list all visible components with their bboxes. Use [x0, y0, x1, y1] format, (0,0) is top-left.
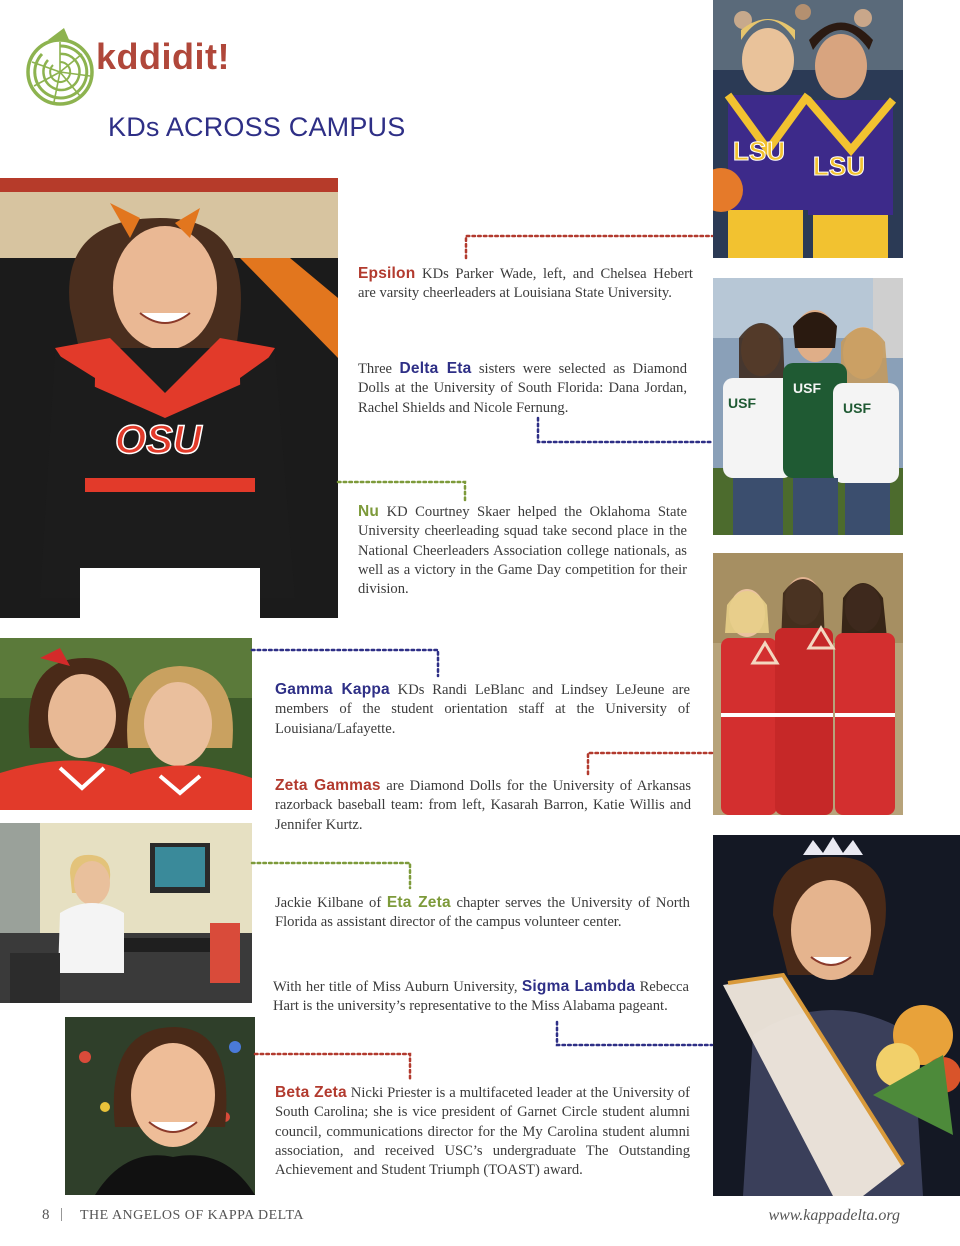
caption-text: Rebecca Hart is the university’s representative to the Miss Alabama pageant.	[273, 979, 689, 1015]
chapter-name-epsilon: Epsilon	[358, 265, 416, 282]
footer-separator: |	[60, 1206, 64, 1222]
svg-text:USF: USF	[843, 400, 871, 416]
caption-text: KDs Randi LeBlanc and Lindsey LeJeune are members of the student orientation staff at the University of Louisiana/Lafayette.	[275, 682, 690, 737]
caption-sigma-lambda	[273, 977, 689, 1017]
photo-usf-diamond-dolls	[713, 278, 903, 535]
svg-text:USF: USF	[728, 395, 756, 411]
chapter-name-delta-eta: Delta Eta	[399, 360, 472, 377]
publication-name: THE ANGELOS OF KAPPA DELTA	[80, 1208, 304, 1223]
caption-eta-zeta	[275, 893, 690, 933]
chapter-name-eta-zeta: Eta Zeta	[386, 894, 451, 911]
shell-icon	[24, 26, 96, 110]
page-number: 8	[42, 1207, 50, 1223]
page-title: KDs ACROSS CAMPUS	[108, 112, 406, 142]
caption-beta-zeta	[275, 1083, 690, 1180]
chapter-name-zeta-gammas: Zeta Gammas	[275, 777, 381, 794]
svg-text:USF: USF	[793, 380, 821, 396]
photo-osu-cheerleader	[0, 178, 338, 618]
chapter-name-sigma-lambda: Sigma Lambda	[521, 978, 636, 995]
caption-text: chapter serves the University of North Florida as assistant director of the campus volunteer center.	[275, 895, 690, 931]
svg-text:LSU: LSU	[813, 151, 865, 181]
caption-text: are Diamond Dolls for the University of Arkansas razorback baseball team: from left, Kasarah Barron, Katie Willis and Jennifer Kurtz.	[275, 778, 691, 833]
caption-text: sisters were selected as Diamond Dolls at the University of South Florida: Dana Jordan, Rachel Shields and Nicole Fernung.	[358, 361, 687, 416]
photo-gamma-kappa-orientation-staff	[0, 638, 252, 810]
chapter-name-beta-zeta: Beta Zeta	[275, 1084, 347, 1101]
photo-lsu-cheerleaders	[713, 0, 903, 258]
caption-text-lead: Jackie Kilbane of	[275, 895, 387, 911]
caption-text-lead: Three	[358, 361, 400, 377]
caption-nu	[358, 502, 687, 599]
kappa-delta-shell-logo	[24, 26, 96, 110]
caption-gamma-kappa	[275, 680, 690, 739]
brand-logotype: kddidit!	[96, 36, 230, 77]
caption-text: KDs Parker Wade, left, and Chelsea Hebert are varsity cheerleaders at Louisiana State University.	[358, 266, 693, 302]
chapter-name-gamma-kappa: Gamma Kappa	[275, 681, 390, 698]
chapter-name-nu: Nu	[358, 503, 380, 520]
svg-text:LSU: LSU	[733, 136, 785, 166]
photo-arkansas-diamond-dolls	[713, 553, 903, 815]
svg-text:OSU: OSU	[115, 418, 202, 462]
caption-text: KD Courtney Skaer helped the Oklahoma State University cheerleading squad take second place in the National Cheerleaders Association college nationals, as well as a victory in the Game Day competition for their division.	[358, 504, 687, 598]
caption-delta-eta	[358, 359, 687, 418]
website-link[interactable]: www.kappadelta.org	[768, 1207, 900, 1224]
photo-beta-zeta	[65, 1017, 255, 1195]
caption-zeta-gammas	[275, 776, 691, 835]
caption-epsilon	[358, 264, 693, 304]
photo-miss-auburn	[713, 835, 960, 1196]
photo-eta-zeta-volunteer-center	[0, 823, 252, 1003]
caption-text: Nicki Priester is a multifaceted leader at the University of South Carolina; she is vice president of Garnet Circle student alumni council, communications director for the My Carolina student alumni association, and received USC’s undergraduate The Outstanding Achievement and Student Triumph (TOAST) award.	[275, 1085, 691, 1179]
caption-text-lead: With her title of Miss Auburn University,	[273, 979, 522, 995]
